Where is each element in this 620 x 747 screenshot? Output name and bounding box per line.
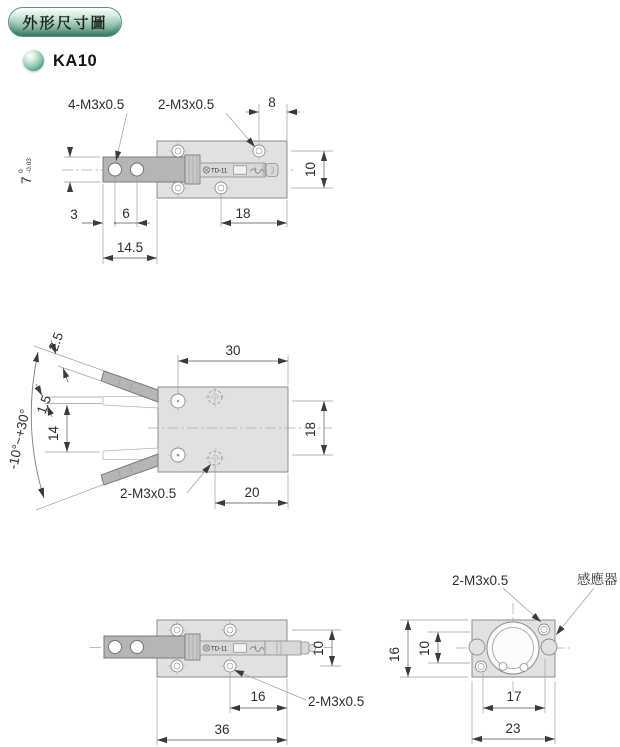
thread-hole bbox=[539, 624, 550, 635]
bullet-sphere-icon bbox=[23, 50, 44, 71]
svg-text:16: 16 bbox=[387, 646, 402, 662]
svg-text:10: 10 bbox=[303, 161, 318, 177]
svg-text:14: 14 bbox=[46, 425, 61, 441]
thread-hole bbox=[476, 661, 487, 672]
thread-label-2m3: 2-M3x0.5 bbox=[308, 694, 365, 709]
dim-30 bbox=[178, 343, 288, 394]
svg-text:36: 36 bbox=[214, 722, 230, 737]
svg-text:18: 18 bbox=[303, 421, 318, 437]
dim-7 bbox=[18, 147, 100, 192]
view-bottom-side bbox=[90, 620, 364, 745]
dim-10 bbox=[291, 151, 333, 188]
sensor-marking: TD-11 bbox=[211, 646, 228, 653]
svg-text:14.5: 14.5 bbox=[116, 240, 144, 255]
svg-text:10: 10 bbox=[311, 640, 326, 656]
section-title-pill bbox=[8, 7, 122, 37]
svg-text:10: 10 bbox=[417, 640, 432, 656]
dim-10 bbox=[417, 632, 470, 663]
svg-text:23: 23 bbox=[505, 721, 521, 736]
sensor-rod bbox=[200, 641, 316, 655]
gripper-jaw bbox=[101, 371, 158, 402]
thread-label-2m3: 2-M3x0.5 bbox=[158, 97, 215, 112]
pin-hole bbox=[520, 664, 528, 672]
sensor-marking: TD-11 bbox=[211, 168, 228, 175]
thread-label-2m3: 2-M3x0.5 bbox=[452, 573, 509, 588]
swing-angle-label: -10°~+30° bbox=[5, 407, 33, 471]
dim-16 bbox=[230, 673, 287, 713]
svg-text:18: 18 bbox=[235, 206, 251, 221]
svg-text:7: 7 bbox=[19, 176, 34, 184]
dim-2-5 bbox=[46, 330, 104, 382]
sensor-slot-right bbox=[541, 639, 557, 655]
section-title: 外形尺寸圖 bbox=[22, 14, 108, 32]
svg-text:30: 30 bbox=[225, 343, 241, 358]
svg-text:16: 16 bbox=[250, 689, 266, 704]
view-end bbox=[387, 571, 618, 744]
svg-text:3: 3 bbox=[70, 207, 78, 222]
svg-text:-0.03: -0.03 bbox=[26, 158, 33, 173]
svg-text:8: 8 bbox=[268, 95, 276, 110]
cylinder-bore bbox=[487, 622, 539, 674]
sensor-label: 感應器 bbox=[577, 572, 618, 587]
svg-text:17: 17 bbox=[506, 689, 522, 704]
svg-text:2.5: 2.5 bbox=[45, 330, 67, 354]
dim-8 bbox=[246, 95, 300, 140]
svg-text:1.5: 1.5 bbox=[33, 393, 55, 417]
model-label: KA10 bbox=[53, 52, 98, 70]
dim-36 bbox=[157, 679, 287, 745]
gripper-jaw bbox=[101, 454, 158, 485]
dim-1-5 bbox=[34, 384, 102, 417]
sensor-rod bbox=[200, 163, 278, 177]
swing-arc bbox=[31, 352, 44, 498]
jaw-collar bbox=[185, 634, 200, 660]
thread-label-4m3: 4-M3x0.5 bbox=[68, 97, 125, 112]
svg-text:0: 0 bbox=[18, 169, 25, 173]
svg-text:6: 6 bbox=[122, 206, 130, 221]
thread-label-2m3: 2-M3x0.5 bbox=[120, 486, 177, 501]
sensor-slot-left bbox=[469, 639, 485, 655]
jaw-collar bbox=[185, 155, 200, 184]
pin-hole bbox=[499, 663, 507, 671]
svg-text:20: 20 bbox=[244, 485, 260, 500]
view-plan bbox=[5, 330, 333, 510]
view-top-side bbox=[18, 95, 333, 264]
dim-14 bbox=[45, 405, 100, 452]
